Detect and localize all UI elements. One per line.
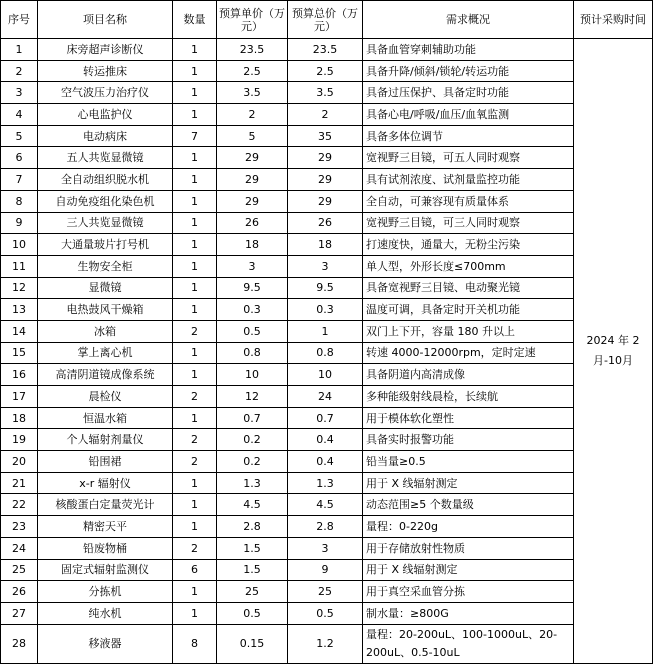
cell-name: 铅围裙 [38, 451, 173, 473]
cell-unit-price: 26 [217, 212, 288, 234]
cell-qty: 2 [173, 386, 217, 408]
table-row [1, 342, 653, 364]
cell-unit-price: 3.5 [217, 82, 288, 104]
cell-qty: 8 [173, 624, 217, 663]
cell-qty: 1 [173, 472, 217, 494]
table-row [1, 472, 653, 494]
cell-qty: 1 [173, 104, 217, 126]
cell-qty: 1 [173, 277, 217, 299]
cell-requirements: 打速度快，通量大，无粉尘污染 [363, 234, 574, 256]
cell-qty: 2 [173, 537, 217, 559]
cell-no: 10 [1, 234, 38, 256]
cell-no: 15 [1, 342, 38, 364]
cell-procurement-time: 2024 年 2月-10月 [574, 39, 653, 664]
cell-total-price: 2 [288, 104, 363, 126]
cell-no: 28 [1, 624, 38, 663]
cell-total-price: 26 [288, 212, 363, 234]
cell-requirements: 用于模体软化塑性 [363, 407, 574, 429]
cell-requirements: 具备多体位调节 [363, 125, 574, 147]
cell-total-price: 1.2 [288, 624, 363, 663]
cell-unit-price: 0.2 [217, 429, 288, 451]
header-no: 序号 [1, 1, 38, 39]
table-row [1, 451, 653, 473]
cell-name: 转运推床 [38, 60, 173, 82]
cell-name: 电动病床 [38, 125, 173, 147]
cell-unit-price: 0.5 [217, 320, 288, 342]
table-row [1, 299, 653, 321]
cell-total-price: 25 [288, 581, 363, 603]
cell-unit-price: 0.5 [217, 602, 288, 624]
table-row [1, 147, 653, 169]
table-row [1, 255, 653, 277]
cell-requirements: 用于 X 线辐射测定 [363, 559, 574, 581]
cell-unit-price: 1.5 [217, 537, 288, 559]
cell-qty: 1 [173, 39, 217, 61]
cell-no: 27 [1, 602, 38, 624]
cell-qty: 1 [173, 255, 217, 277]
cell-requirements: 用于 X 线辐射测定 [363, 472, 574, 494]
cell-no: 12 [1, 277, 38, 299]
cell-no: 9 [1, 212, 38, 234]
table-row [1, 537, 653, 559]
cell-no: 24 [1, 537, 38, 559]
cell-requirements: 转速 4000-12000rpm，定时定速 [363, 342, 574, 364]
cell-requirements: 具备实时报警功能 [363, 429, 574, 451]
cell-total-price: 29 [288, 190, 363, 212]
cell-no: 17 [1, 386, 38, 408]
cell-requirements: 宽视野三目镜，可五人同时观察 [363, 147, 574, 169]
cell-unit-price: 0.2 [217, 451, 288, 473]
cell-total-price: 1.3 [288, 472, 363, 494]
table-row [1, 581, 653, 603]
cell-unit-price: 29 [217, 190, 288, 212]
cell-total-price: 24 [288, 386, 363, 408]
cell-no: 16 [1, 364, 38, 386]
cell-no: 14 [1, 320, 38, 342]
cell-total-price: 0.5 [288, 602, 363, 624]
table-row [1, 39, 653, 61]
cell-unit-price: 29 [217, 147, 288, 169]
cell-name: 掌上离心机 [38, 342, 173, 364]
cell-qty: 1 [173, 494, 217, 516]
cell-qty: 1 [173, 342, 217, 364]
cell-qty: 1 [173, 190, 217, 212]
cell-total-price: 3 [288, 255, 363, 277]
table-row [1, 169, 653, 191]
table-body [1, 39, 653, 664]
cell-total-price: 1 [288, 320, 363, 342]
cell-no: 25 [1, 559, 38, 581]
cell-total-price: 9.5 [288, 277, 363, 299]
cell-requirements [363, 624, 574, 663]
cell-name: 精密天平 [38, 516, 173, 538]
cell-requirements: 温度可调，具备定时开关机功能 [363, 299, 574, 321]
table-row [1, 494, 653, 516]
header-unit-price: 预算单价（万元） [217, 1, 288, 39]
cell-qty: 1 [173, 169, 217, 191]
cell-no: 13 [1, 299, 38, 321]
cell-requirements: 制水量：≥800G [363, 602, 574, 624]
cell-name: 铅废物桶 [38, 537, 173, 559]
table-row [1, 320, 653, 342]
cell-no: 19 [1, 429, 38, 451]
cell-qty: 2 [173, 429, 217, 451]
cell-name: 空气波压力治疗仪 [38, 82, 173, 104]
cell-no: 8 [1, 190, 38, 212]
cell-requirements: 双门上下开，容量 180 升以上 [363, 320, 574, 342]
cell-name: 心电监护仪 [38, 104, 173, 126]
cell-no: 22 [1, 494, 38, 516]
cell-total-price: 18 [288, 234, 363, 256]
header-name: 项目名称 [38, 1, 173, 39]
cell-qty: 2 [173, 320, 217, 342]
cell-name: 生物安全柜 [38, 255, 173, 277]
cell-unit-price: 2.5 [217, 60, 288, 82]
header-time: 预计采购时间 [574, 1, 653, 39]
cell-requirements: 宽视野三目镜，可三人同时观察 [363, 212, 574, 234]
cell-unit-price: 0.3 [217, 299, 288, 321]
cell-unit-price: 18 [217, 234, 288, 256]
cell-requirements: 单人型，外形长度≤700mm [363, 255, 574, 277]
cell-no: 4 [1, 104, 38, 126]
header-total-price: 预算总价（万元） [288, 1, 363, 39]
cell-requirements: 具备宽视野三目镜、电动聚光镜 [363, 277, 574, 299]
cell-unit-price: 25 [217, 581, 288, 603]
cell-no: 26 [1, 581, 38, 603]
table-row [1, 277, 653, 299]
cell-name: 大通量玻片打号机 [38, 234, 173, 256]
cell-qty: 7 [173, 125, 217, 147]
cell-unit-price: 29 [217, 169, 288, 191]
cell-unit-price: 10 [217, 364, 288, 386]
header-qty: 数量 [173, 1, 217, 39]
cell-name: 固定式辐射监测仪 [38, 559, 173, 581]
cell-name: 高清阴道镜成像系统 [38, 364, 173, 386]
cell-total-price: 4.5 [288, 494, 363, 516]
cell-qty: 1 [173, 516, 217, 538]
cell-unit-price: 4.5 [217, 494, 288, 516]
cell-total-price: 3 [288, 537, 363, 559]
cell-requirements: 用于真空采血管分拣 [363, 581, 574, 603]
cell-total-price: 23.5 [288, 39, 363, 61]
cell-total-price: 0.3 [288, 299, 363, 321]
cell-name: 个人辐射剂量仪 [38, 429, 173, 451]
cell-qty: 1 [173, 82, 217, 104]
cell-requirements: 具备心电/呼吸/血压/血氧监测 [363, 104, 574, 126]
cell-no: 21 [1, 472, 38, 494]
cell-name: 恒温水箱 [38, 407, 173, 429]
cell-name: 移液器 [38, 624, 173, 663]
cell-unit-price: 2.8 [217, 516, 288, 538]
cell-no: 5 [1, 125, 38, 147]
cell-requirements: 具备升降/倾斜/锁轮/转运功能 [363, 60, 574, 82]
cell-requirements: 具备过压保护、具备定时功能 [363, 82, 574, 104]
cell-no: 23 [1, 516, 38, 538]
cell-name: 显微镜 [38, 277, 173, 299]
cell-name: 三人共览显微镜 [38, 212, 173, 234]
table-row [1, 624, 653, 663]
table-row [1, 407, 653, 429]
cell-requirements: 具备阴道内高清成像 [363, 364, 574, 386]
cell-name: x-r 辐射仪 [38, 472, 173, 494]
table-row [1, 212, 653, 234]
cell-requirements: 具备血管穿刺辅助功能 [363, 39, 574, 61]
cell-no: 3 [1, 82, 38, 104]
cell-no: 1 [1, 39, 38, 61]
table-row [1, 190, 653, 212]
cell-unit-price: 12 [217, 386, 288, 408]
table-row [1, 386, 653, 408]
cell-qty: 1 [173, 581, 217, 603]
header-row [1, 1, 653, 39]
cell-requirements: 多种能级射线晨检，长续航 [363, 386, 574, 408]
cell-unit-price: 1.3 [217, 472, 288, 494]
cell-qty: 1 [173, 299, 217, 321]
cell-qty: 1 [173, 234, 217, 256]
table-row [1, 125, 653, 147]
cell-total-price: 10 [288, 364, 363, 386]
cell-unit-price: 9.5 [217, 277, 288, 299]
table-row [1, 516, 653, 538]
cell-qty: 1 [173, 212, 217, 234]
cell-total-price: 35 [288, 125, 363, 147]
cell-name: 纯水机 [38, 602, 173, 624]
table-row [1, 602, 653, 624]
cell-unit-price: 0.15 [217, 624, 288, 663]
cell-unit-price: 2 [217, 104, 288, 126]
cell-total-price: 29 [288, 169, 363, 191]
cell-total-price: 29 [288, 147, 363, 169]
cell-qty: 2 [173, 451, 217, 473]
cell-name: 五人共览显微镜 [38, 147, 173, 169]
cell-name: 自动免疫组化染色机 [38, 190, 173, 212]
header-requirements: 需求概况 [363, 1, 574, 39]
cell-requirements: 用于存储放射性物质 [363, 537, 574, 559]
cell-unit-price: 3 [217, 255, 288, 277]
table-row [1, 104, 653, 126]
cell-unit-price: 0.8 [217, 342, 288, 364]
cell-requirements: 铅当量≥0.5 [363, 451, 574, 473]
cell-qty: 1 [173, 602, 217, 624]
cell-name: 电热鼓风干燥箱 [38, 299, 173, 321]
table-row [1, 82, 653, 104]
cell-requirements: 动态范围≥5 个数量级 [363, 494, 574, 516]
cell-no: 2 [1, 60, 38, 82]
cell-no: 20 [1, 451, 38, 473]
cell-no: 11 [1, 255, 38, 277]
cell-no: 6 [1, 147, 38, 169]
cell-name: 床旁超声诊断仪 [38, 39, 173, 61]
cell-total-price: 0.8 [288, 342, 363, 364]
cell-name: 冰箱 [38, 320, 173, 342]
cell-qty: 1 [173, 147, 217, 169]
cell-no: 7 [1, 169, 38, 191]
cell-no: 18 [1, 407, 38, 429]
cell-requirements: 全自动，可兼容现有质量体系 [363, 190, 574, 212]
cell-requirements: 量程：0-220g [363, 516, 574, 538]
cell-total-price: 9 [288, 559, 363, 581]
cell-name: 全自动组织脱水机 [38, 169, 173, 191]
cell-qty: 1 [173, 407, 217, 429]
table-row [1, 429, 653, 451]
cell-unit-price: 23.5 [217, 39, 288, 61]
cell-total-price: 0.4 [288, 451, 363, 473]
cell-qty: 1 [173, 60, 217, 82]
cell-name: 核酸蛋白定量荧光计 [38, 494, 173, 516]
cell-qty: 6 [173, 559, 217, 581]
cell-total-price: 3.5 [288, 82, 363, 104]
cell-unit-price: 5 [217, 125, 288, 147]
cell-total-price: 2.8 [288, 516, 363, 538]
cell-name: 分拣机 [38, 581, 173, 603]
cell-total-price: 0.4 [288, 429, 363, 451]
cell-unit-price: 0.7 [217, 407, 288, 429]
cell-name: 晨检仪 [38, 386, 173, 408]
table-row [1, 364, 653, 386]
table-row [1, 559, 653, 581]
cell-total-price: 0.7 [288, 407, 363, 429]
cell-total-price: 2.5 [288, 60, 363, 82]
requirements-text: 量程：20-200uL、100-1000uL、20-200uL、0.5-10uL [366, 627, 558, 659]
table-row [1, 60, 653, 82]
cell-unit-price: 1.5 [217, 559, 288, 581]
cell-requirements: 具有试剂浓度、试剂量监控功能 [363, 169, 574, 191]
table-row [1, 234, 653, 256]
cell-qty: 1 [173, 364, 217, 386]
